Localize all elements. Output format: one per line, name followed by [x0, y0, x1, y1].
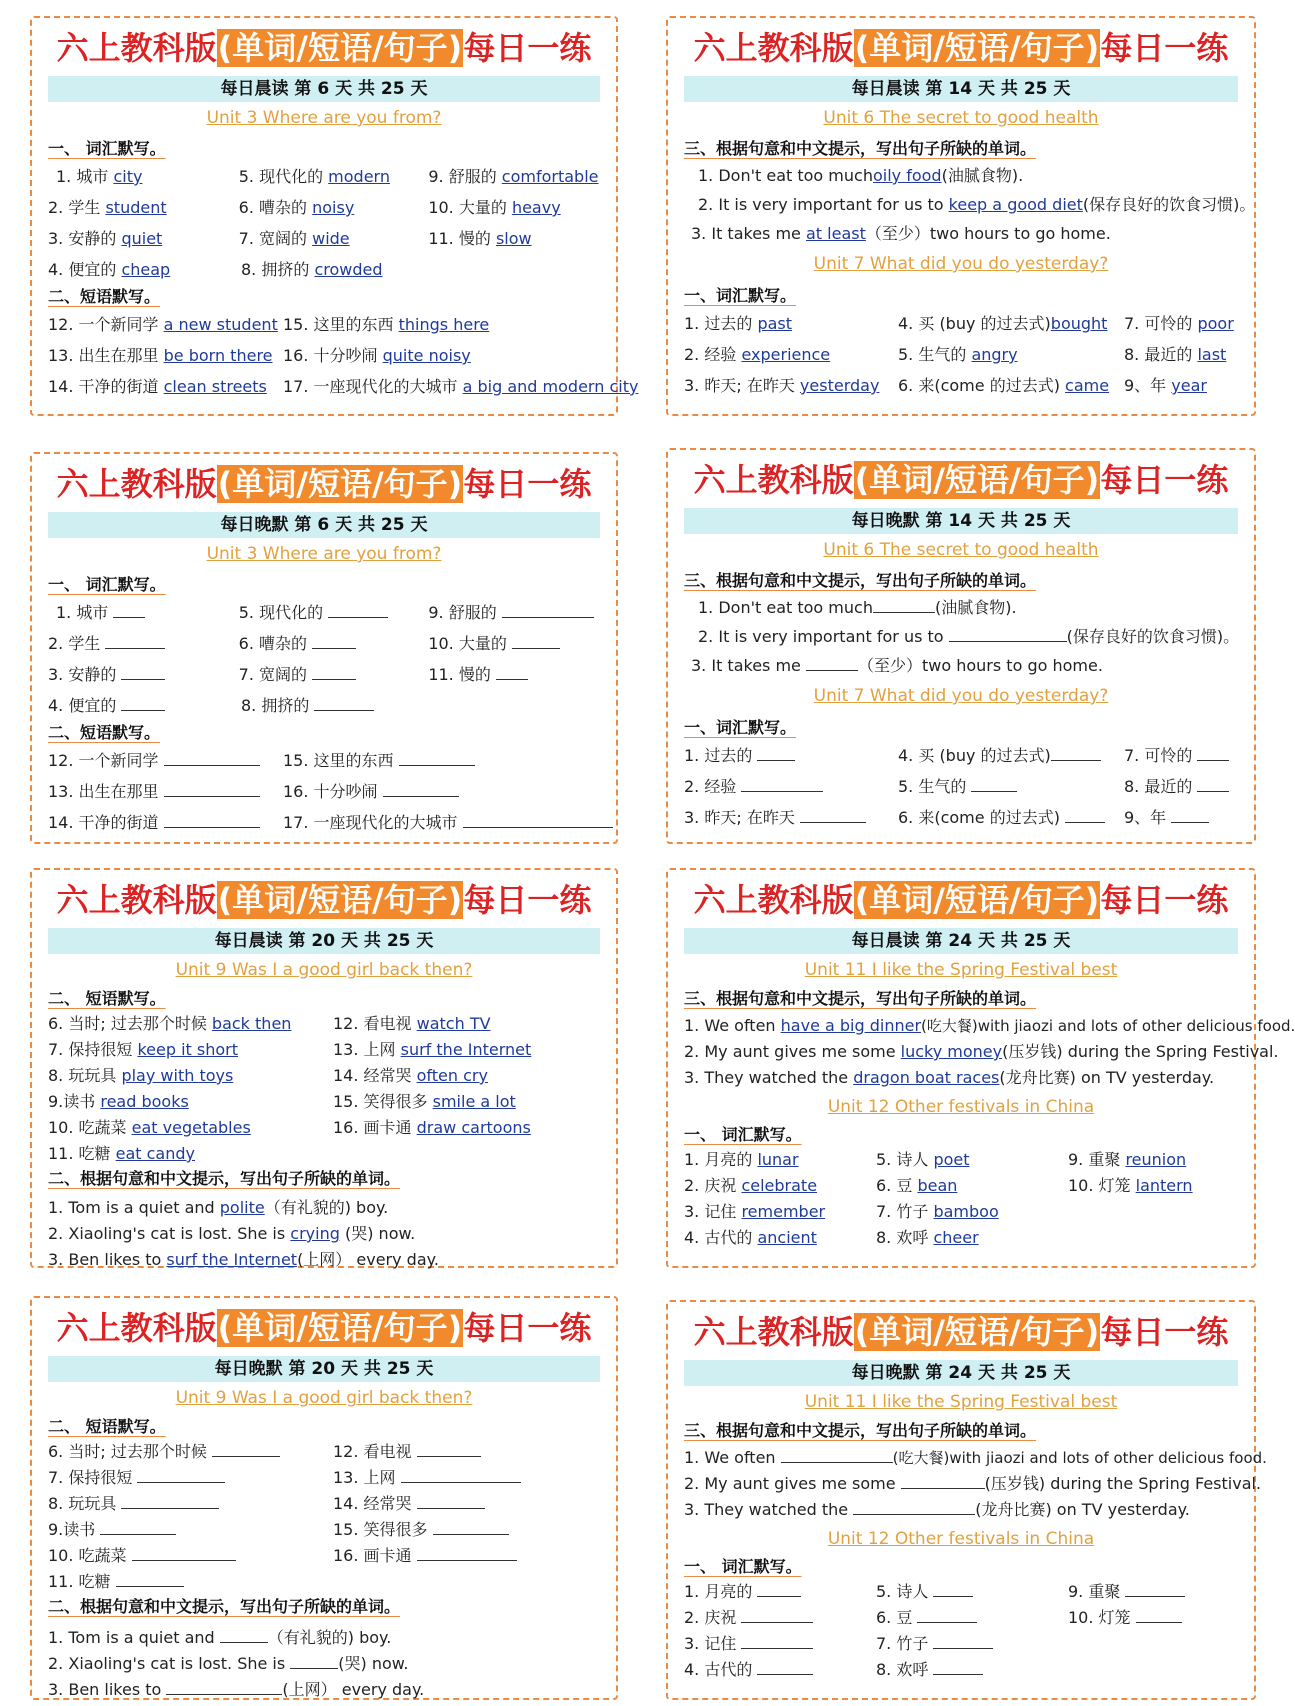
day-band: 每日晚默 第 20 天 共 25 天 [48, 1356, 600, 1382]
phrase-row: 13. 出生在那里 be born there 16. 十分吵闹 quite noisy [48, 346, 471, 365]
day-band: 每日晚默 第 14 天 共 25 天 [684, 508, 1238, 534]
answer-blank[interactable] [502, 603, 594, 618]
answer-blank[interactable] [853, 1500, 975, 1515]
sentence: 1. Tom is a quiet and polite（有礼貌的) boy. [48, 1198, 389, 1217]
phrase-row: 7. 保持很短 13. 上网 [48, 1465, 616, 1491]
answer-blank[interactable] [933, 1582, 973, 1597]
worksheet-card-morning-day24 [666, 868, 1295, 1268]
phrase-row: 10. 吃蔬菜 16. 画卡通 [48, 1543, 616, 1569]
answer-blank[interactable] [132, 1546, 236, 1561]
answer-blank[interactable] [113, 603, 145, 618]
word-row: 3. 昨天; 在昨天 6. 来(come 的过去式) 9、年 [684, 802, 1254, 833]
phrase-row: 9.读书 read books 15. 笑得很多 smile a lot [48, 1092, 516, 1111]
section-heading: 一、词汇默写。 [684, 718, 797, 737]
phrase-row: 13. 出生在那里 16. 十分吵闹 [48, 776, 616, 807]
section-heading: 二、根据句意和中文提示，写出句子所缺的单词。 [48, 1597, 401, 1616]
answer-blank[interactable] [137, 1468, 225, 1483]
unit-title: Unit 12 Other festivals in China [827, 1529, 1095, 1549]
answer-blank[interactable] [121, 1494, 219, 1509]
section-heading: 一、 词汇默写。 [684, 1557, 802, 1576]
answer-blank[interactable] [971, 777, 1017, 792]
worksheet-card-morning-day6 [30, 16, 639, 416]
answer-blank[interactable] [933, 1634, 993, 1649]
sentence: 2. My aunt gives me some lucky money(压岁钱) during the Spring Festival. [684, 1042, 1279, 1061]
phrase-row: 14. 干净的街道 17. 一座现代化的大城市 [48, 807, 616, 838]
answer-blank[interactable] [1125, 1582, 1185, 1597]
word-row: 4. 古代的 ancient 8. 欢呼 cheer [684, 1228, 979, 1247]
sentence: 1. Don't eat too much (油腻食物). [698, 598, 1017, 617]
answer-blank[interactable] [496, 665, 528, 680]
answer-blank[interactable] [417, 1442, 481, 1457]
answer-blank[interactable] [1197, 777, 1229, 792]
worksheet-card-evening-day14 [666, 448, 1256, 844]
answer-blank[interactable] [741, 1608, 813, 1623]
card-title: 六上教科版(单词/短语/句子)每日一练 [56, 1309, 592, 1347]
sentence: 2. Xiaoling's cat is lost. She is (哭) now. [48, 1654, 409, 1673]
section-heading: 一、 词汇默写。 [684, 1125, 802, 1144]
section-heading: 三、根据句意和中文提示，写出句子所缺的单词。 [684, 989, 1037, 1008]
answer-blank[interactable] [417, 1546, 517, 1561]
answer-blank[interactable] [873, 598, 935, 613]
card-title: 六上教科版(单词/短语/句子)每日一练 [693, 29, 1229, 67]
phrase-row: 14. 干净的街道 clean streets 17. 一座现代化的大城市 a big and modern city [48, 377, 639, 396]
answer-blank[interactable] [741, 1634, 813, 1649]
answer-blank[interactable] [314, 696, 374, 711]
day-band: 每日晨读 第 24 天 共 25 天 [684, 928, 1238, 954]
answer-blank[interactable] [1136, 1608, 1182, 1623]
answer-blank[interactable] [121, 665, 165, 680]
answer-blank[interactable] [100, 1520, 176, 1535]
section-heading: 二、 短语默写。 [48, 1417, 166, 1436]
unit-title: Unit 9 Was I a good girl back then? [175, 1388, 473, 1408]
word-row: 1. 月亮的 5. 诗人 9. 重聚 [684, 1579, 1254, 1605]
word-row: 2. 庆祝 6. 豆 10. 灯笼 [684, 1605, 1254, 1631]
phrase-row: 8. 玩玩具 14. 经常哭 [48, 1491, 616, 1517]
answer-blank[interactable] [164, 751, 260, 766]
sentence: 3. It takes me at least（至少）two hours to go home. [691, 224, 1111, 243]
section-heading: 一、词汇默写。 [684, 286, 797, 305]
word-row: 2. 经验 experience 5. 生气的 angry 8. 最近的 last [684, 345, 1227, 364]
phrase-row: 12. 一个新同学 a new student 15. 这里的东西 things here [48, 315, 490, 334]
worksheet-card-evening-day6 [30, 452, 618, 844]
answer-blank[interactable] [399, 751, 475, 766]
phrase-row: 6. 当时; 过去那个时候 12. 看电视 [48, 1439, 616, 1465]
answer-blank[interactable] [312, 665, 356, 680]
phrase-row: 9.读书 15. 笑得很多 [48, 1517, 616, 1543]
answer-blank[interactable] [949, 627, 1067, 642]
section-heading: 一、 词汇默写。 [48, 139, 166, 158]
sentence: 2. My aunt gives me some (压岁钱) during the Spring Festival. [684, 1474, 1262, 1493]
sentence: 3. They watched the dragon boat races(龙舟比赛) on TV yesterday. [684, 1068, 1215, 1087]
answer-blank[interactable] [312, 634, 356, 649]
section-heading: 三、根据句意和中文提示，写出句子所缺的单词。 [684, 1421, 1037, 1440]
answer-blank[interactable] [212, 1442, 280, 1457]
answer-blank[interactable] [512, 634, 560, 649]
word-row: 2. 庆祝 celebrate 6. 豆 bean 10. 灯笼 lantern [684, 1176, 1193, 1195]
phrase-row: 12. 一个新同学 15. 这里的东西 [48, 745, 616, 776]
section-heading: 二、根据句意和中文提示，写出句子所缺的单词。 [48, 1169, 401, 1188]
word-row: 1. 城市 city 5. 现代化的 modern 9. 舒服的 comfortable [56, 167, 599, 186]
answer-blank[interactable] [1065, 808, 1105, 823]
answer-blank[interactable] [901, 1474, 985, 1489]
sentence: 1. We often have a big dinner(吃大餐)with jiaozi and lots of other delicious food. [684, 1016, 1295, 1035]
answer-blank[interactable] [383, 782, 459, 797]
answer-blank[interactable] [105, 634, 165, 649]
section-heading: 三、根据句意和中文提示，写出句子所缺的单词。 [684, 139, 1037, 158]
sentence: 3. They watched the (龙舟比赛) on TV yesterday. [684, 1500, 1190, 1519]
worksheet-card-evening-day24 [666, 1300, 1267, 1700]
phrase-row: 8. 玩玩具 play with toys 14. 经常哭 often cry [48, 1066, 488, 1085]
answer-blank[interactable] [417, 1494, 485, 1509]
answer-blank[interactable] [290, 1654, 338, 1669]
answer-blank[interactable] [933, 1660, 983, 1675]
worksheet-card-morning-day14 [666, 16, 1256, 416]
word-row: 1. 过去的 4. 买 (buy 的过去式) 7. 可怜的 [684, 740, 1254, 771]
unit-title: Unit 11 I like the Spring Festival best [804, 960, 1118, 980]
section-heading: 三、根据句意和中文提示，写出句子所缺的单词。 [684, 571, 1037, 590]
card-title: 六上教科版(单词/短语/句子)每日一练 [693, 461, 1229, 499]
word-row: 3. 记住 remember 7. 竹子 bamboo [684, 1202, 999, 1221]
word-row: 4. 便宜的 cheap 8. 拥挤的 crowded [48, 260, 383, 279]
card-title: 六上教科版(单词/短语/句子)每日一练 [693, 881, 1229, 919]
unit-title: Unit 11 I like the Spring Festival best [804, 1392, 1118, 1412]
section-heading: 二、 短语默写。 [48, 989, 166, 1008]
answer-blank[interactable] [463, 813, 613, 828]
answer-blank[interactable] [800, 808, 866, 823]
word-row: 4. 便宜的 8. 拥挤的 [48, 690, 616, 721]
sentence: 2. It is very important for us to keep a good diet(保存良好的饮食习惯)。 [698, 195, 1256, 214]
day-band: 每日晚默 第 24 天 共 25 天 [684, 1360, 1238, 1386]
sentence: 1. We often (吃大餐)with jiaozi and lots of other delicious food. [684, 1448, 1267, 1467]
unit-title: Unit 6 The secret to good health [823, 108, 1099, 128]
section-heading: 二、短语默写。 [48, 287, 161, 306]
phrase-row: 10. 吃蔬菜 eat vegetables 16. 画卡通 draw cartoons [48, 1118, 531, 1137]
unit-title: Unit 3 Where are you from? [206, 108, 442, 128]
day-band: 每日晚默 第 6 天 共 25 天 [48, 512, 600, 538]
phrase-row: 6. 当时; 过去那个时候 back then 12. 看电视 watch TV [48, 1014, 491, 1033]
word-row: 1. 月亮的 lunar 5. 诗人 poet 9. 重聚 reunion [684, 1150, 1187, 1169]
sentence: 2. It is very important for us to (保存良好的饮食习惯)。 [698, 627, 1240, 646]
word-row: 3. 安静的 quiet 7. 宽阔的 wide 11. 慢的 slow [48, 229, 532, 248]
answer-blank[interactable] [806, 656, 858, 671]
word-row: 2. 学生 6. 嘈杂的 10. 大量的 [48, 628, 616, 659]
unit-title: Unit 3 Where are you from? [206, 544, 442, 564]
word-row: 1. 过去的 past 4. 买 (buy 的过去式)bought 7. 可怜的 poor [684, 314, 1234, 333]
card-title: 六上教科版(单词/短语/句子)每日一练 [56, 881, 592, 919]
answer-blank[interactable] [757, 746, 795, 761]
section-heading: 二、短语默写。 [48, 723, 161, 742]
word-row: 3. 安静的 7. 宽阔的 11. 慢的 [48, 659, 616, 690]
word-row: 2. 经验 5. 生气的 8. 最近的 [684, 771, 1254, 802]
answer-blank[interactable] [433, 1520, 509, 1535]
section-heading: 一、 词汇默写。 [48, 575, 166, 594]
answer-blank[interactable] [781, 1448, 893, 1463]
word-row: 2. 学生 student 6. 嘈杂的 noisy 10. 大量的 heavy [48, 198, 561, 217]
phrase-row: 7. 保持很短 keep it short 13. 上网 surf the Internet [48, 1040, 532, 1059]
word-row: 3. 记住 7. 竹子 [684, 1631, 1254, 1657]
unit-title: Unit 9 Was I a good girl back then? [175, 960, 473, 980]
worksheet-card-morning-day20 [30, 868, 618, 1268]
card-title: 六上教科版(单词/短语/句子)每日一练 [56, 465, 592, 503]
sentence: 3. Ben likes to (上网） every day. [48, 1680, 425, 1699]
sentence: 1. Tom is a quiet and （有礼貌的) boy. [48, 1628, 392, 1647]
answer-blank[interactable] [220, 1628, 268, 1643]
sentence: 3. It takes me （至少）two hours to go home. [691, 656, 1103, 675]
answer-blank[interactable] [1171, 808, 1209, 823]
unit-title: Unit 6 The secret to good health [823, 540, 1099, 560]
day-band: 每日晨读 第 6 天 共 25 天 [48, 76, 600, 102]
day-band: 每日晨读 第 20 天 共 25 天 [48, 928, 600, 954]
word-row: 4. 古代的 8. 欢呼 [684, 1657, 1254, 1683]
answer-blank[interactable] [917, 1608, 977, 1623]
answer-blank[interactable] [401, 1468, 521, 1483]
card-title: 六上教科版(单词/短语/句子)每日一练 [56, 29, 592, 67]
answer-blank[interactable] [741, 777, 823, 792]
answer-blank[interactable] [121, 696, 165, 711]
answer-blank[interactable] [116, 1572, 184, 1587]
answer-blank[interactable] [328, 603, 388, 618]
answer-blank[interactable] [1197, 746, 1229, 761]
phrase-row: 11. 吃糖 eat candy [48, 1144, 195, 1163]
word-row: 3. 昨天; 在昨天 yesterday 6. 来(come 的过去式) came 9、年 year [684, 376, 1207, 395]
worksheet-card-evening-day20 [30, 1296, 618, 1700]
unit-title: Unit 7 What did you do yesterday? [813, 254, 1109, 274]
answer-blank[interactable] [166, 1680, 282, 1695]
unit-title: Unit 7 What did you do yesterday? [813, 686, 1109, 706]
phrase-row: 11. 吃糖 [48, 1569, 616, 1595]
sentence: 2. Xiaoling's cat is lost. She is crying (哭) now. [48, 1224, 416, 1243]
unit-title: Unit 12 Other festivals in China [827, 1097, 1095, 1117]
answer-blank[interactable] [1051, 746, 1101, 761]
day-band: 每日晨读 第 14 天 共 25 天 [684, 76, 1238, 102]
answer-blank[interactable] [757, 1660, 813, 1675]
sentence: 3. Ben likes to surf the Internet(上网） every day. [48, 1250, 439, 1269]
answer-blank[interactable] [757, 1582, 801, 1597]
answer-blank[interactable] [164, 813, 260, 828]
card-title: 六上教科版(单词/短语/句子)每日一练 [693, 1313, 1229, 1351]
word-row: 1. 城市 5. 现代化的 9. 舒服的 [48, 597, 616, 628]
answer-blank[interactable] [164, 782, 260, 797]
sentence: 1. Don't eat too muchoily food(油腻食物). [698, 166, 1024, 185]
